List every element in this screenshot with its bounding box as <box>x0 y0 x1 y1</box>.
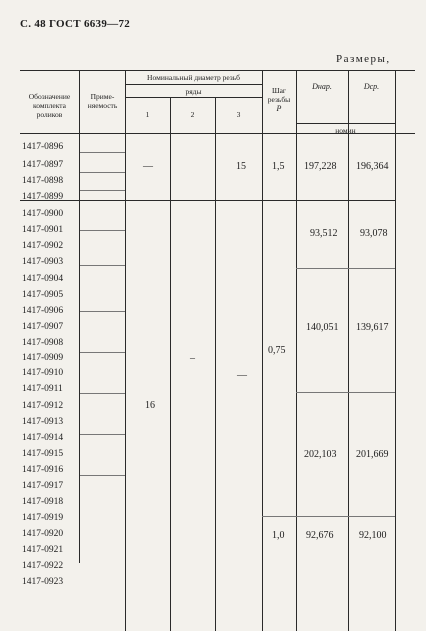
d-sr-value: 92,100 <box>359 530 387 541</box>
row-1-header: 1 <box>145 110 150 119</box>
row-separator <box>80 190 125 191</box>
row-separator <box>80 475 125 476</box>
code-cell: 1417-0915 <box>22 449 64 459</box>
column-divider <box>348 70 349 631</box>
rows-underline <box>125 97 262 98</box>
group-b-row2-value: – <box>190 353 195 364</box>
nominal-diameter-underline <box>125 84 262 85</box>
rows-header: ряды <box>185 87 202 96</box>
column-divider <box>262 70 263 631</box>
code-cell: 1417-0921 <box>22 545 64 555</box>
group-a-row1-value: — <box>143 161 153 172</box>
group-b-row3-value: — <box>237 370 247 381</box>
code-cell: 1417-0906 <box>22 306 64 316</box>
code-cell: 1417-0898 <box>22 176 64 186</box>
row-separator <box>80 434 125 435</box>
value-group-separator <box>296 268 395 269</box>
applicability-header: Приме-няемость <box>87 92 118 110</box>
column-divider <box>125 70 126 631</box>
code-cell: 1417-0911 <box>22 384 63 394</box>
code-cell: 1417-0901 <box>22 225 64 235</box>
code-cell: 1417-0918 <box>22 497 64 507</box>
d-sr-value: 93,078 <box>360 228 388 239</box>
code-cell: 1417-0922 <box>22 561 64 571</box>
group-a-d-sr: 196,364 <box>356 161 389 172</box>
row-2-header: 2 <box>190 110 195 119</box>
code-cell: 1417-0917 <box>22 481 64 491</box>
group-separator-line <box>20 200 395 201</box>
code-cell: 1417-0916 <box>22 465 64 475</box>
pitch-group-separator <box>262 516 296 517</box>
group-a-row3-value: 15 <box>236 161 246 172</box>
code-cell: 1417-0909 <box>22 353 64 363</box>
d-nar-value: 202,103 <box>304 449 337 460</box>
code-cell: 1417-0903 <box>22 257 64 267</box>
d-values-underline <box>296 123 395 124</box>
designation-header: Обозначение комплекта роликов <box>28 92 71 119</box>
row-separator <box>80 172 125 173</box>
pitch-header: Шаг резьбы <box>267 86 291 104</box>
group-a-pitch: 1,5 <box>272 161 285 172</box>
code-cell: 1417-0896 <box>22 142 64 152</box>
group-a-d-nar: 197,228 <box>304 161 337 172</box>
code-cell: 1417-0910 <box>22 368 64 378</box>
value-group-separator <box>296 516 395 517</box>
column-divider <box>79 70 80 563</box>
code-cell: 1417-0900 <box>22 209 64 219</box>
row-3-header: 3 <box>236 110 241 119</box>
code-cell: 1417-0907 <box>22 322 64 332</box>
code-cell: 1417-0905 <box>22 290 64 300</box>
code-cell: 1417-0897 <box>22 160 64 170</box>
nominal-diameter-header: Номинальный диаметр резьб <box>147 73 240 82</box>
d-nar-value: 140,051 <box>306 322 339 333</box>
column-divider <box>296 70 297 631</box>
value-group-separator <box>296 392 395 393</box>
code-cell: 1417-0920 <box>22 529 64 539</box>
nomin-header: номин <box>335 126 356 135</box>
code-cell: 1417-0902 <box>22 241 64 251</box>
row-separator <box>80 352 125 353</box>
code-cell: 1417-0923 <box>22 577 64 587</box>
d-sr-header: Dср. <box>363 82 380 91</box>
row-separator <box>80 311 125 312</box>
code-cell: 1417-0914 <box>22 433 64 443</box>
d-nar-value: 93,512 <box>310 228 338 239</box>
code-cell: 1417-0908 <box>22 338 64 348</box>
code-cell: 1417-0919 <box>22 513 64 523</box>
column-divider <box>215 97 216 631</box>
row-separator <box>80 265 125 266</box>
sizes-label: Размеры, <box>336 53 391 65</box>
pitch-symbol: P <box>276 104 282 113</box>
row-separator <box>80 230 125 231</box>
d-sr-value: 201,669 <box>356 449 389 460</box>
code-cell: 1417-0913 <box>22 417 64 427</box>
group-b-row1-value: 16 <box>145 400 155 411</box>
group-b-pitch-075: 0,75 <box>268 345 286 356</box>
d-sr-value: 139,617 <box>356 322 389 333</box>
code-cell: 1417-0912 <box>22 401 64 411</box>
d-nar-header: Dнар. <box>312 82 332 91</box>
code-cell: 1417-0904 <box>22 274 64 284</box>
column-divider <box>170 97 171 631</box>
column-divider <box>395 70 396 631</box>
group-b-pitch-10: 1,0 <box>272 530 285 541</box>
row-separator <box>80 152 125 153</box>
d-nar-value: 92,676 <box>306 530 334 541</box>
page-header: С. 48 ГОСТ 6639—72 <box>20 18 131 30</box>
code-cell: 1417-0899 <box>22 192 64 202</box>
row-separator <box>80 393 125 394</box>
